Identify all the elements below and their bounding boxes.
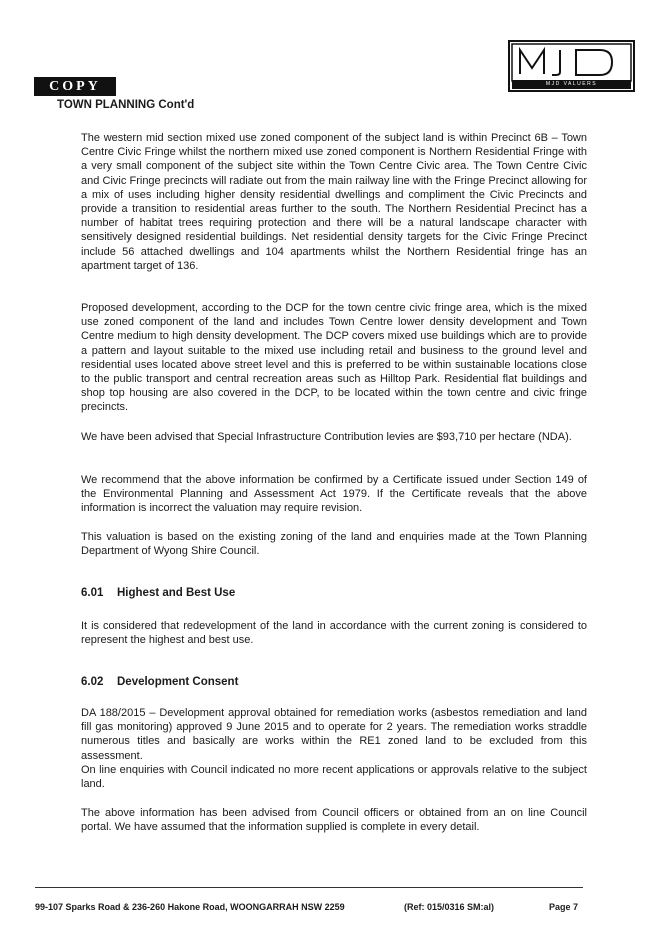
section-number: 6.01 [81,587,104,599]
section-heading-highest-best-use [81,587,235,599]
paragraph-certificate: We recommend that the above information be confirmed by a Certificate issued under Section 149 of the Environmental Planning and Assessment Act 1979. If the Certificate reveals that the above information is incorrect the valuation may require revision. [81,474,587,515]
footer-rule [35,887,583,888]
section-title: Highest and Best Use [117,587,236,599]
paragraph-zoning-basis: This valuation is based on the existing zoning of the land and enquiries made at the Town Planning Department of Wyong Shire Council. [81,531,587,558]
paragraph-information-advised: The above information has been advised from Council officers or obtained from an on line Council portal. We have assumed that the information supplied is complete in every detail. [81,807,587,834]
section-title: Development Consent [117,676,239,688]
section-heading-development-consent [81,676,238,688]
paragraph-highest-best-use: It is considered that redevelopment of the land in accordance with the current zoning is considered to represent the highest and best use. [81,620,587,647]
footer-page-number: Page 7 [549,902,579,912]
paragraph-da-approval: DA 188/2015 – Development approval obtained for remediation works (asbestos remediation and land fill gas monitoring) approved 9 June 2015 and to operate for 2 years. The remediation works straddle numerous titles and basically are works within the RE1 zoned land to be excluded from this assessment. [81,707,587,762]
footer-address: 99-107 Sparks Road & 236-260 Hakone Road, WOONGARRAH NSW 2259 [35,902,345,912]
section-number: 6.02 [81,676,104,688]
footer-reference: (Ref: 015/0316 SM:al) [404,902,495,912]
logo-caption: MJD VALUERS [545,81,598,87]
paragraph-proposed-development: Proposed development, according to the DCP for the town centre civic fringe area, which is the mixed use zoned component of the land and includes Town Centre lower density development and Town Centre medium to high density development. The DCP covers mixed use buildings which are to provide a pattern and layout suitable to the mixed use including retail and business to the ground level and residential uses located above street level and this is preferred to be within sustainable locations close to the public transport and central recreation areas such as Hilltop Park. Residential flat buildings and shop top housing are also covered in the DCP, to be located within the town centre and civic fringe precincts. [81,302,587,414]
paragraph-infrastructure-levies: We have been advised that Special Infrastructure Contribution levies are $93,710 per hectare (NDA). [81,431,572,443]
paragraph-online-enquiries: On line enquiries with Council indicated no more recent applications or approvals relative to the subject land. [81,764,587,791]
paragraph-precinct: The western mid section mixed use zoned component of the subject land is within Precinct 6B – Town Centre Civic Fringe whilst the northern mixed use zoned component is Northern Residential Fringe with a very small component of the subject site within the Town Centre Civic area. The Town Centre Civic and Civic Fringe precincts will radiate out from the main railway line with the Fringe Precinct allowing for a mix of uses including higher density residential dwellings and compliment the Civic Precincts and provide a transition to residential areas further to the south. The Northern Residential Precinct has a number of habitat trees requiring protection and there will be a natural landscape character with sensitively designed residential buildings. Net residential density targets for the Civic Fringe Precinct include 56 attached dwellings and 104 apartments whilst the Northern Residential fringe has an apartment target of 136. [81,132,587,272]
page-heading: TOWN PLANNING Cont'd [57,99,195,111]
copy-stamp: COPY [34,77,116,96]
